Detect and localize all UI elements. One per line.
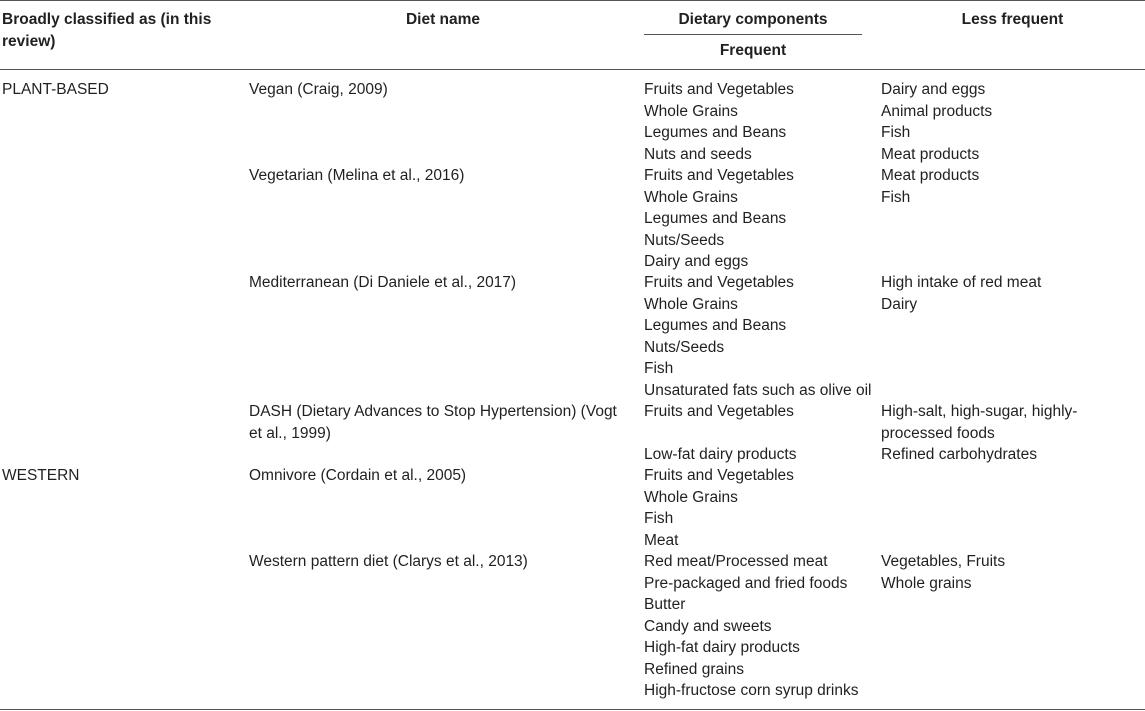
less-list-vegan [881, 79, 1145, 165]
list-item: Legumes and Beans [644, 124, 787, 141]
list-item: Fruits and Vegetables [644, 467, 794, 484]
less-list-mediterranean [881, 272, 1145, 315]
subheader-rule [644, 34, 862, 35]
list-item: High-fat dairy products [644, 639, 800, 656]
list-item: Dairy and eggs [644, 253, 749, 270]
list-item: Butter [644, 596, 686, 613]
list-item: Fruits and Vegetables [644, 81, 794, 98]
less-item-dash-2: Refined carbohydrates [881, 446, 1037, 463]
frequent-list-omnivore [644, 465, 866, 551]
list-item: Dairy [881, 295, 918, 313]
list-item: Fish [881, 188, 911, 206]
diet-name-omnivore: Omnivore (Cordain et al., 2005) [249, 467, 467, 484]
list-item: Red meat/Processed meat [644, 553, 828, 570]
diet-name-dash: DASH (Dietary Advances to Stop Hypertension) (Vogt et al., 1999) [249, 403, 617, 442]
list-item: Nuts/Seeds [644, 338, 725, 356]
list-item: Whole grains [881, 574, 972, 592]
list-item: Vegetables, Fruits [881, 553, 1006, 570]
list-item: Legumes and Beans [644, 317, 787, 334]
list-item: Whole Grains [644, 488, 738, 506]
list-item: High intake of red meat [881, 274, 1042, 291]
list-item: Meat [644, 531, 679, 549]
list-item: Fruits and Vegetables [644, 167, 794, 184]
list-item: Whole Grains [644, 295, 738, 313]
header-diet-name: Diet name [405, 11, 481, 28]
list-item: Fish [881, 124, 911, 141]
frequent-list-vegan [644, 79, 866, 165]
list-item: Refined grains [644, 660, 744, 678]
list-item: Nuts and seeds [644, 145, 752, 163]
list-item: Legumes and Beans [644, 210, 787, 227]
list-item: High-fructose corn syrup drinks [644, 682, 859, 699]
header-rule [0, 69, 1145, 70]
list-item: Fish [644, 510, 674, 527]
header-less-frequent: Less frequent [961, 11, 1064, 28]
table-top-rule [0, 0, 1145, 1]
frequent-item-dash-2: Low-fat dairy products [644, 446, 797, 463]
list-item: Animal products [881, 102, 993, 120]
list-item: Fish [644, 360, 674, 377]
list-item: Dairy and eggs [881, 81, 986, 98]
frequent-list-mediterranean [644, 272, 872, 401]
list-item: Meat products [881, 145, 980, 163]
diet-name-mediterranean: Mediterranean (Di Daniele et al., 2017) [249, 274, 517, 291]
diet-name-western-pattern: Western pattern diet (Clarys et al., 2013) [249, 553, 528, 570]
header-frequent: Frequent [719, 42, 787, 59]
list-item: Unsaturated fats such as olive oil [644, 381, 872, 399]
diet-name-vegetarian: Vegetarian (Melina et al., 2016) [249, 167, 465, 184]
list-item: Whole Grains [644, 102, 738, 120]
diet-name-vegan: Vegan (Craig, 2009) [249, 81, 388, 98]
frequent-list-western-pattern [644, 551, 866, 702]
less-list-western-pattern [881, 551, 1145, 594]
header-dietary-components: Dietary components [678, 11, 828, 28]
list-item: Candy and sweets [644, 617, 772, 635]
list-item: Pre-packaged and fried foods [644, 574, 848, 592]
list-item: Nuts/Seeds [644, 231, 725, 249]
frequent-item-dash-1: Fruits and Vegetables [644, 403, 794, 420]
frequent-list-vegetarian [644, 165, 866, 273]
list-item: Meat products [881, 167, 980, 184]
less-list-vegetarian [881, 165, 1145, 208]
group-label-plant-based: PLANT-BASED [2, 81, 109, 98]
less-item-dash-1: High-salt, high-sugar, highly-processed foods [881, 403, 1078, 442]
header-classification: Broadly classified as (in this review) [2, 11, 212, 50]
list-item: Fruits and Vegetables [644, 274, 794, 291]
table-bottom-rule [0, 709, 1145, 710]
list-item: Whole Grains [644, 188, 738, 206]
group-label-western: WESTERN [2, 467, 80, 484]
